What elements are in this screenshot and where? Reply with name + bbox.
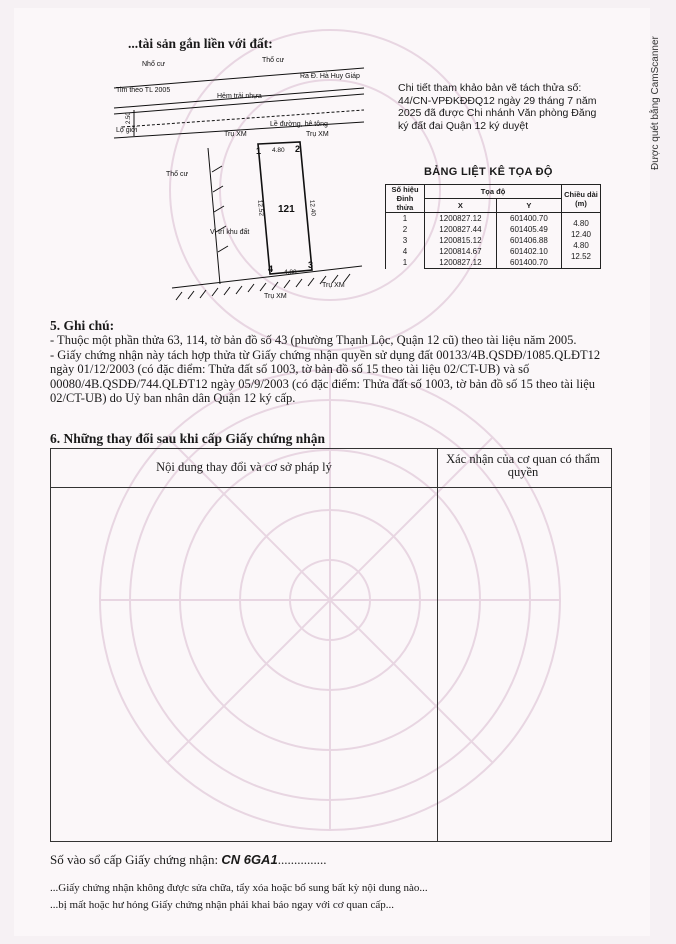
changes-header-confirmation: Xác nhận của cơ quan có thẩm quyền [446,452,600,479]
map-label-tho-cu-top: Thổ cư [262,57,285,64]
coord-x: 1200827.12 [439,214,482,223]
edge-left-length: 12.52 [256,199,265,217]
coord-id: 4 [402,247,408,257]
note-item: - Giấy chứng nhận này tách hợp thửa từ Giấy chứng nhận quyền sử dụng đất 00133/4B.QSDĐ/1085.QLĐT12 ngày 01/12/2003 (có đặc điểm: Thửa đất số 1003, tờ bản đồ số 15 theo tài liệu 02/CT-UB) và số 00080/4B.QSDĐ/744.QLĐT12 ngày 05/9/2003 (có đặc điểm: Thửa đất số 1003, tờ bản đồ số 15 theo tài liệu 02/CT-UB) do Uỷ ban nhân dân Quận 12 ký cấp. [50,347,601,405]
coord-header-length: Chiều dài (m) [562,185,601,213]
reference-note: Chi tiết tham khảo bản vẽ tách thửa số: 44/CN-VPĐKĐĐQ12 ngày 29 tháng 7 năm 2025 đã được Chi nhánh Văn phòng Đăng ký đất đai Quận 12 ký duyệt [398,82,597,132]
coord-y: 601405.49 [510,225,548,234]
vertex-1: 1 [256,146,262,156]
section5-title: 5. Ghi chú: [50,318,115,333]
footer-line: ...Giấy chứng nhận không được sửa chữa, tẩy xóa hoặc bổ sung bất kỳ nội dung nào... [50,882,428,894]
map-label-tru-xm-4: Trụ XM [264,293,287,300]
registry-line [50,852,326,868]
coord-table [385,184,601,269]
coord-header-x: X [425,199,497,213]
coord-length: 4.80 [573,219,589,228]
coord-id: 2 [402,225,408,235]
map-label-tru-xm-3: Trụ XM [322,282,345,289]
coord-header-coords: Tọa độ [425,185,562,199]
map-label-road: Ra Đ. Hà Huy Giáp [300,73,360,80]
map-label-tho-cu-side: Thổ cư [166,171,189,178]
coord-x: 1200814.67 [439,247,482,256]
changes-header-content: Nội dung thay đổi và cơ sở pháp lý [156,460,332,474]
map-label-le-duong: Lề đường, bê tông [270,121,328,128]
map-label-lo-gioi: Lộ giới [116,127,138,134]
map-label-alley: Hẻm trải nhựa [217,93,262,100]
section6-title: 6. Những thay đổi sau khi cấp Giấy chứng nhận [50,431,326,446]
coord-id: 3 [402,236,408,246]
parcel-number: 121 [278,204,295,215]
map-label-vi-tri: Vị trí khu đất [210,229,250,236]
coord-y: 601400.70 [510,214,548,223]
footer-line: ...bị mất hoặc hư hỏng Giấy chứng nhận phải khai báo ngay với cơ quan cấp... [50,899,394,911]
coord-length: 12.52 [570,252,592,261]
coord-length: 12.40 [570,230,592,239]
scanner-text: Được quét bằng CamScanner [650,36,661,170]
vertex-3: 3 [308,260,314,270]
registry-label: Số vào sổ cấp Giấy chứng nhận: [50,852,219,867]
coord-header-point: Số hiệu Đỉnh thửa [386,185,425,213]
section4-title: ...tài sản gắn liền với đất: [128,36,273,51]
coord-x: 1200815.12 [439,236,482,245]
map-label-nho-cu: Nhổ cư [142,61,165,68]
note-item: - Thuộc một phần thửa 63, 114, tờ bản đồ số 43 (phường Thạnh Lộc, Quận 12 cũ) theo tài liệu năm 2005. [50,333,577,347]
coord-id: 1 [402,258,408,268]
coord-id: 1 [402,214,408,224]
coord-length: 4.80 [573,241,589,250]
changes-table [50,448,612,842]
coord-x: 1200827.12 [439,258,482,267]
map-road-width: 2.50 [126,112,132,124]
parcel-map [112,52,374,302]
notes-block [50,333,610,406]
map-label-tru-xm-2: Trụ XM [306,131,329,138]
coord-y: 601402.10 [510,247,548,256]
footer-notes [50,880,610,914]
edge-right-length: 12.40 [308,199,317,217]
coord-y: 601406.88 [510,236,548,245]
map-label-tru-xm-1: Trụ XM [224,131,247,138]
scanner-mark [650,10,664,170]
column-divider [437,449,438,841]
coord-table-title: BẢNG LIỆT KÊ TỌA ĐỘ [424,166,553,178]
table-row [386,213,601,269]
registry-dots: ............... [277,852,327,867]
coord-header-y: Y [496,199,561,213]
coord-y: 601400.70 [510,258,548,267]
map-label-tim-theo: Tim theo TL 2005 [116,87,171,94]
edge-bottom-length: 4.80 [284,269,297,276]
header-divider [51,487,611,488]
edge-top-length: 4.80 [272,147,285,154]
vertex-4: 4 [268,264,274,274]
coord-x: 1200827.44 [439,225,482,234]
vertex-2: 2 [295,144,301,154]
registry-value: CN 6GA1 [221,852,278,867]
